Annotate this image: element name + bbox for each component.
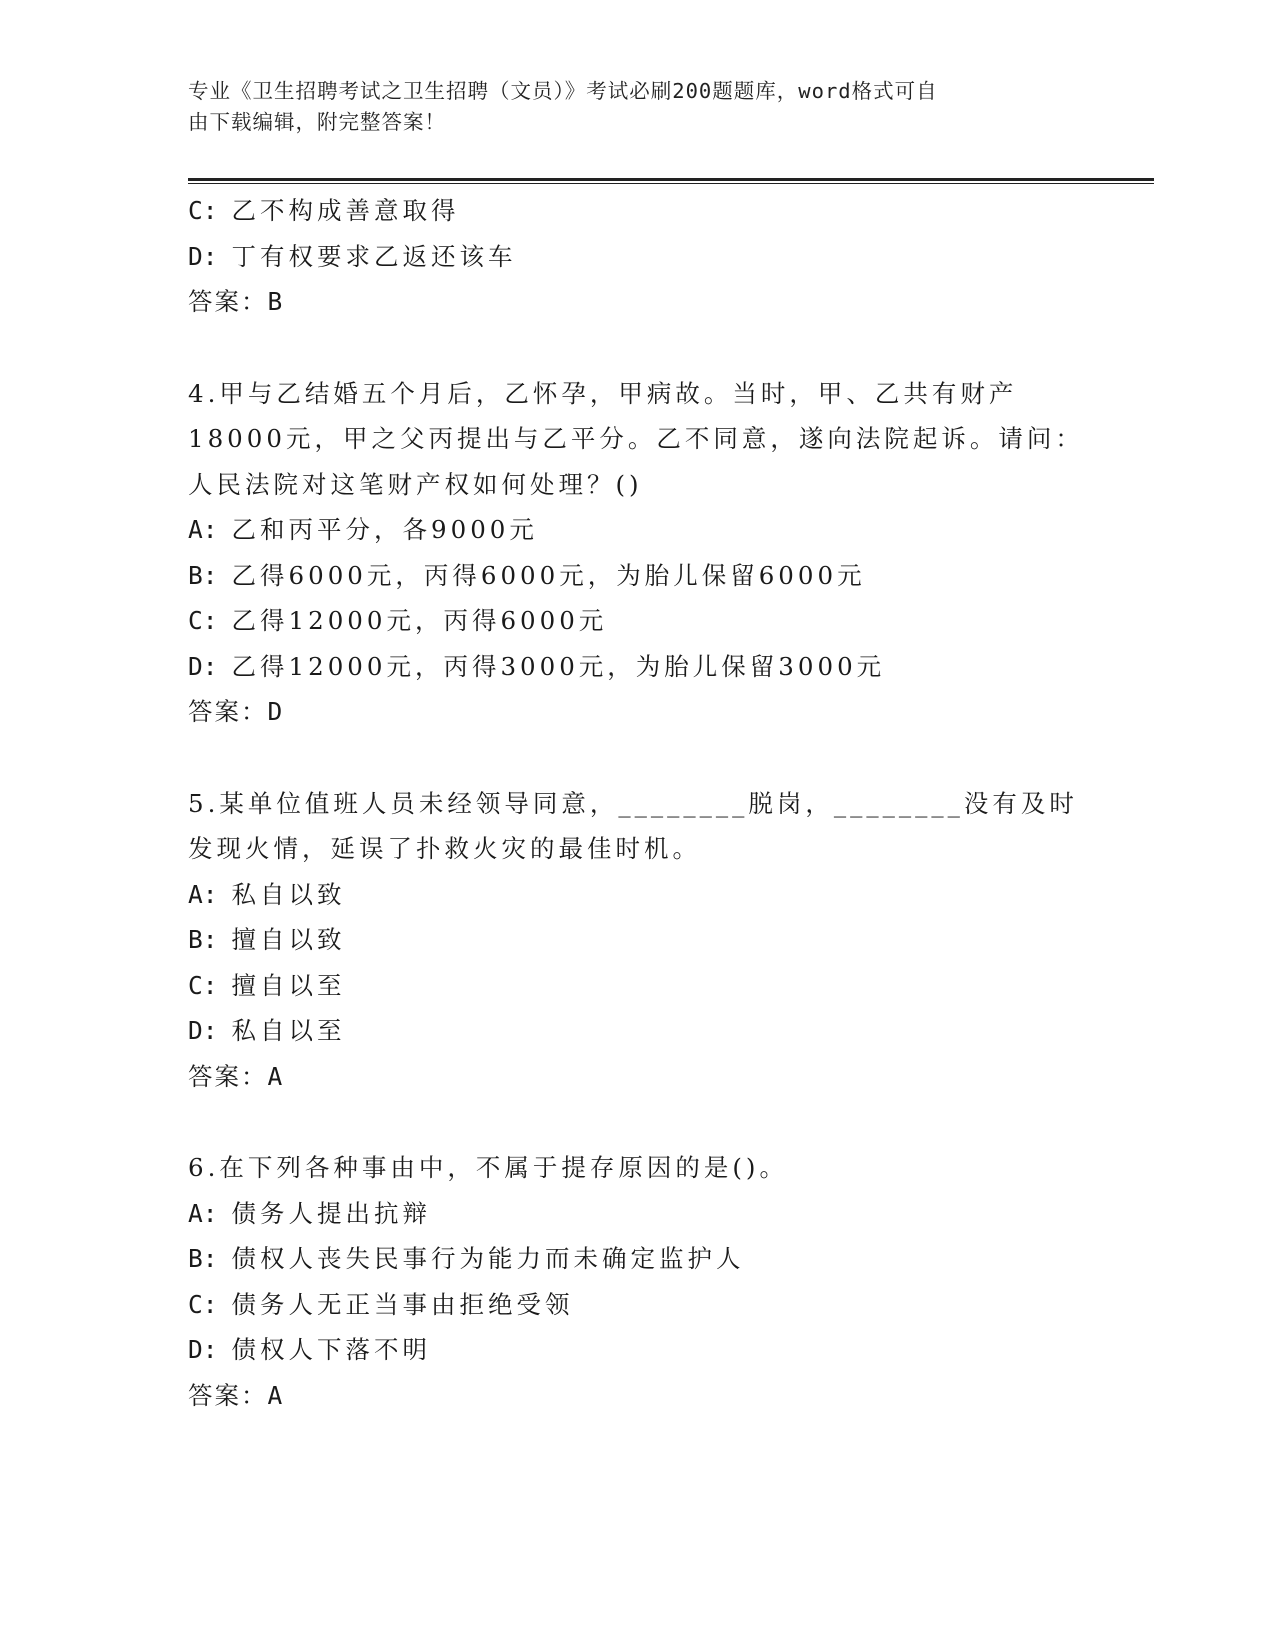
question-3-continuation bbox=[188, 188, 1088, 325]
question-stem-line: 人民法院对这笔财产权如何处理？() bbox=[188, 469, 643, 499]
option-letter: D: bbox=[188, 241, 218, 271]
option-letter: B: bbox=[188, 1244, 218, 1273]
option-text: 乙得12000元，丙得6000元 bbox=[231, 606, 608, 635]
option-text: 债权人丧失民事行为能力而未确定监护人 bbox=[231, 1244, 745, 1273]
option-a bbox=[188, 507, 1088, 553]
question-6 bbox=[188, 1145, 1088, 1418]
question-list bbox=[188, 188, 1088, 1418]
page-header bbox=[188, 76, 1068, 138]
option-letter: C: bbox=[188, 1289, 218, 1319]
question-stem-line: 5.某单位值班人员未经领导同意，________脱岗，________没有及时 bbox=[188, 788, 1078, 818]
option-a bbox=[188, 1191, 1088, 1237]
option-text: 私自以致 bbox=[231, 879, 346, 909]
option-text: 丁有权要求乙返还该车 bbox=[231, 241, 517, 271]
question-stem-line: 6.在下列各种事由中，不属于提存原因的是()。 bbox=[188, 1153, 788, 1182]
option-letter: A: bbox=[188, 515, 218, 544]
answer-value: A bbox=[267, 1061, 283, 1091]
option-a bbox=[188, 872, 1088, 918]
answer-value: B bbox=[267, 287, 283, 316]
option-b bbox=[188, 1236, 1088, 1282]
header-rule-thin bbox=[188, 183, 1154, 184]
option-b bbox=[188, 553, 1088, 599]
option-text: 私自以至 bbox=[231, 1016, 346, 1045]
option-text: 债权人下落不明 bbox=[231, 1335, 432, 1364]
option-d bbox=[188, 1008, 1088, 1054]
answer-label: 答案： bbox=[188, 1061, 268, 1091]
answer bbox=[188, 279, 1088, 325]
option-letter: B: bbox=[188, 925, 218, 954]
question-stem-line: 4.甲与乙结婚五个月后，乙怀孕，甲病故。当时，甲、乙共有财产 bbox=[188, 378, 1018, 408]
answer-label: 答案： bbox=[188, 697, 268, 726]
option-letter: B: bbox=[188, 560, 218, 590]
header-line-2: 由下载编辑，附完整答案！ bbox=[188, 110, 446, 134]
answer bbox=[188, 689, 1088, 735]
option-letter: D: bbox=[188, 1016, 218, 1045]
option-letter: C: bbox=[188, 606, 218, 635]
option-letter: C: bbox=[188, 196, 218, 225]
option-c bbox=[188, 598, 1088, 644]
option-text: 乙得6000元，丙得6000元，为胎儿保留6000元 bbox=[231, 560, 866, 590]
question-stem-line: 发现火情，延误了扑救火灾的最佳时机。 bbox=[188, 834, 701, 863]
answer bbox=[188, 1054, 1088, 1100]
question-stem-line: 18000元，甲之父丙提出与乙平分。乙不同意，遂向法院起诉。请问： bbox=[188, 424, 1084, 453]
option-b bbox=[188, 917, 1088, 963]
answer bbox=[188, 1373, 1088, 1419]
option-c bbox=[188, 963, 1088, 1009]
option-d bbox=[188, 1327, 1088, 1373]
option-letter: A: bbox=[188, 1198, 218, 1228]
option-text: 债务人提出抗辩 bbox=[231, 1198, 432, 1228]
answer-value: A bbox=[267, 1380, 283, 1410]
answer-label: 答案： bbox=[188, 1380, 268, 1410]
question-5 bbox=[188, 781, 1088, 1100]
option-text: 债务人无正当事由拒绝受领 bbox=[231, 1289, 574, 1319]
header-line-1: 专业《卫生招聘考试之卫生招聘（文员）》考试必刷200题题库，word格式可自 bbox=[188, 79, 938, 103]
answer-label: 答案： bbox=[188, 287, 268, 316]
option-text: 擅自以致 bbox=[231, 925, 346, 954]
option-c bbox=[188, 188, 1088, 234]
option-text: 擅自以至 bbox=[231, 970, 346, 1000]
answer-value: D bbox=[267, 697, 283, 726]
option-letter: D: bbox=[188, 1335, 218, 1364]
option-c bbox=[188, 1282, 1088, 1328]
option-letter: A: bbox=[188, 879, 218, 909]
option-d bbox=[188, 644, 1088, 690]
question-4 bbox=[188, 371, 1088, 735]
option-letter: C: bbox=[188, 970, 218, 1000]
option-text: 乙和丙平分，各9000元 bbox=[231, 515, 538, 544]
option-text: 乙不构成善意取得 bbox=[231, 196, 460, 225]
header-rule-thick bbox=[188, 178, 1154, 181]
option-d bbox=[188, 234, 1088, 280]
option-letter: D: bbox=[188, 651, 218, 681]
option-text: 乙得12000元，丙得3000元，为胎儿保留3000元 bbox=[231, 651, 886, 681]
